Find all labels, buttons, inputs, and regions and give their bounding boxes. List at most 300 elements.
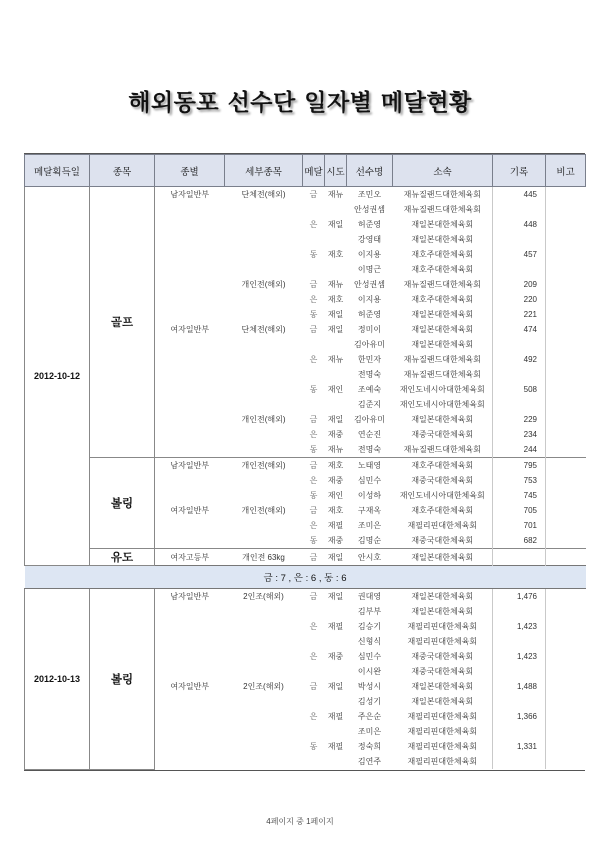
page-title: 해외동포 선수단 일자별 메달현황 [128,90,472,116]
event-cell: 단체전(해외) [225,187,303,203]
medal-cell: 금 [303,589,325,605]
division-cell [155,754,225,769]
event-cell [225,664,303,679]
athlete-cell: 한민자 [357,355,382,364]
event-cell [225,262,303,277]
record-cell [493,262,546,277]
column-header: 메달획득일 [25,155,90,187]
athlete-cell: 권대영 [347,589,393,605]
record-cell: 1,476 [493,589,546,605]
record-cell: 445 [493,187,546,203]
event-cell: 개인전(해외) [225,458,303,474]
medal-cell: 금 [309,415,318,424]
remarks-cell [546,473,586,488]
record-cell: 1,423 [493,619,546,634]
medal-cell: 금 [303,187,325,203]
sport-name: 유도 [90,549,155,566]
affiliation-cell: 재일본대한체육회 [411,325,474,334]
division-cell [155,232,225,247]
event-cell [225,427,303,442]
athlete-cell: 허준영 [357,220,382,229]
remarks-cell [546,533,586,549]
athlete-cell: 안성권셈 [354,280,385,289]
medal-cell: 동 [309,491,318,500]
remarks-cell [546,679,586,694]
affiliation-cell: 재일본대한체육회 [411,220,474,229]
division-cell: 여자일반부 [170,682,210,691]
affiliation-cell: 재뉴질랜드대한체육회 [393,187,493,203]
record-cell: 209 [493,277,546,292]
division-cell [155,247,225,262]
remarks-cell [546,232,586,247]
record-cell [493,724,546,739]
table-row [25,187,586,203]
medal-cell [303,724,325,739]
affiliation-cell: 재인도네시아대한체육회 [399,400,485,409]
record-cell: 457 [493,247,546,262]
athlete-cell: 안시호 [347,549,393,566]
remarks-cell [546,549,586,566]
region-cell: 재호 [327,250,344,259]
affiliation-cell: 재뉴질랜드대한체육회 [403,445,481,454]
remarks-cell [546,518,586,533]
remarks-cell [546,217,586,232]
column-header: 종별 [155,155,225,187]
record-cell [493,634,546,649]
region-cell [325,754,347,769]
division-cell: 남자일반부 [155,458,225,474]
division-cell [155,604,225,619]
page-number: 4페이지 중 1페이지 [266,817,334,826]
event-cell: 개인전(해외) [241,506,286,515]
medal-cell: 은 [309,295,318,304]
division-cell [155,664,225,679]
division-cell [155,412,225,427]
medal-cell: 동 [309,385,318,394]
athlete-cell: 김연주 [357,757,382,766]
region-cell: 재일 [327,325,344,334]
medal-cell: 은 [309,476,318,485]
division-cell [155,262,225,277]
affiliation-cell: 재필리핀대한체육회 [407,757,478,766]
affiliation-cell: 재필리핀대한체육회 [407,727,478,736]
remarks-cell [546,664,586,679]
affiliation-cell: 재뉴질랜드대한체육회 [403,355,481,364]
division-cell [155,427,225,442]
region-cell: 재중 [327,430,344,439]
affiliation-cell: 재필리핀대한체육회 [407,712,478,721]
region-cell [325,262,347,277]
athlete-cell: 정미이 [357,325,382,334]
division-cell [155,724,225,739]
remarks-cell [546,754,586,769]
event-cell [225,367,303,382]
division-cell: 여자일반부 [170,325,210,334]
region-cell [325,337,347,352]
medal-cell [303,754,325,769]
region-cell: 재호 [327,506,344,515]
column-header: 종목 [90,155,155,187]
event-cell [225,217,303,232]
affiliation-cell: 재인도네시아대한체육회 [399,385,485,394]
event-cell [225,397,303,412]
record-cell: 448 [493,217,546,232]
medal-cell: 동 [309,250,318,259]
division-cell [155,442,225,458]
record-cell: 1,331 [493,739,546,754]
division-cell [155,694,225,709]
remarks-cell [546,352,586,367]
event-cell [225,247,303,262]
medal-cell: 금 [309,506,318,515]
affiliation-cell: 재필리핀대한체육회 [407,521,478,530]
medal-cell [303,664,325,679]
division-cell [155,739,225,754]
record-cell [493,754,546,769]
remarks-cell [546,397,586,412]
athlete-cell: 이성하 [357,491,382,500]
region-cell: 재필 [327,742,344,751]
record-cell [493,397,546,412]
remarks-cell [546,202,586,217]
remarks-cell [546,337,586,352]
remarks-cell [546,382,586,397]
region-cell: 재인 [327,385,344,394]
event-cell [225,442,303,458]
division-cell [155,367,225,382]
medal-cell: 동 [309,742,318,751]
athlete-cell: 심민수 [357,652,382,661]
athlete-cell: 이시완 [357,667,382,676]
event-cell [225,694,303,709]
record-cell: 229 [493,412,546,427]
affiliation-cell: 재중국대한체육회 [411,652,474,661]
medal-date: 2012-10-12 [25,187,90,566]
division-cell [155,709,225,724]
division-cell [155,352,225,367]
remarks-cell [546,442,586,458]
affiliation-cell: 재일본대한체육회 [411,697,474,706]
record-cell: 753 [493,473,546,488]
division-cell: 여자일반부 [170,506,210,515]
division-cell [155,202,225,217]
region-cell: 재중 [327,476,344,485]
division-cell [155,473,225,488]
medal-cell: 금 [309,280,318,289]
athlete-cell: 김아유미 [354,415,385,424]
division-cell [155,533,225,549]
remarks-cell [546,367,586,382]
region-cell [325,634,347,649]
affiliation-cell: 재일본대한체육회 [411,415,474,424]
division-cell [155,634,225,649]
medal-cell [303,694,325,709]
remarks-cell [546,619,586,634]
remarks-cell [546,739,586,754]
affiliation-cell: 재호주대한체육회 [411,295,474,304]
record-cell: 1,423 [493,649,546,664]
record-cell [493,694,546,709]
record-cell: 221 [493,307,546,322]
athlete-cell: 이지용 [357,295,382,304]
record-cell: 1,488 [493,679,546,694]
event-cell [225,724,303,739]
athlete-cell: 구재옥 [357,506,382,515]
region-cell: 재뉴 [325,187,347,203]
division-cell [155,382,225,397]
affiliation-cell: 재뉴질랜드대한체육회 [403,370,481,379]
athlete-cell: 전명숙 [357,370,382,379]
affiliation-cell: 재뉴질랜드대한체육회 [403,280,481,289]
table-row [25,589,586,605]
region-cell: 재필 [327,712,344,721]
region-cell [325,604,347,619]
medal-cell: 금 [303,458,325,474]
remarks-cell [546,277,586,292]
athlete-cell: 정숙희 [357,742,382,751]
remarks-cell [546,307,586,322]
event-cell [225,292,303,307]
record-cell: 682 [493,533,546,549]
table-row [25,458,586,474]
record-cell [493,337,546,352]
remarks-cell [546,709,586,724]
event-cell [225,619,303,634]
record-cell [493,604,546,619]
athlete-cell: 연순진 [357,430,382,439]
remarks-cell [546,262,586,277]
event-cell [225,709,303,724]
sport-name: 골프 [90,187,155,458]
table-row [25,549,586,566]
event-cell: 개인전(해외) [241,280,286,289]
region-cell: 재뉴 [327,280,344,289]
affiliation-cell: 재중국대한체육회 [411,430,474,439]
athlete-cell: 신형식 [357,637,382,646]
region-cell [325,232,347,247]
medal-cell [303,262,325,277]
column-header: 기록 [493,155,546,187]
affiliation-cell: 재호주대한체육회 [411,265,474,274]
region-cell: 재필 [327,521,344,530]
region-cell [325,202,347,217]
affiliation-cell: 재호주대한체육회 [411,506,474,515]
athlete-cell: 안성권셈 [354,205,385,214]
affiliation-cell: 재호주대한체육회 [411,250,474,259]
athlete-cell: 김부부 [357,607,382,616]
event-cell [225,634,303,649]
region-cell: 재뉴 [327,355,344,364]
region-cell [325,694,347,709]
affiliation-cell: 재뉴질랜드대한체육회 [403,205,481,214]
record-cell [493,664,546,679]
medal-table-container [24,153,585,771]
region-cell: 재중 [327,536,344,545]
region-cell [325,664,347,679]
remarks-cell [546,292,586,307]
medal-cell: 금 [303,549,325,566]
division-cell [155,518,225,533]
medal-cell: 은 [309,712,318,721]
athlete-cell: 허준영 [357,310,382,319]
remarks-cell [546,649,586,664]
record-cell: 492 [493,352,546,367]
division-cell: 여자고등부 [155,549,225,566]
record-cell: 234 [493,427,546,442]
medal-cell: 은 [309,355,318,364]
medal-summary: 금 : 7 , 은 : 6 , 동 : 6 [25,566,586,589]
event-cell [225,307,303,322]
record-cell: 795 [493,458,546,474]
affiliation-cell: 재중국대한체육회 [411,536,474,545]
medal-cell: 동 [309,536,318,545]
remarks-cell [546,247,586,262]
affiliation-cell: 재호주대한체육회 [393,458,493,474]
event-cell [225,382,303,397]
medal-date: 2012-10-13 [25,589,90,770]
record-cell: 705 [493,503,546,518]
athlete-cell: 이지용 [357,250,382,259]
medal-cell: 은 [309,622,318,631]
remarks-cell [546,412,586,427]
affiliation-cell: 재필리핀대한체육회 [407,622,478,631]
column-header: 선수명 [347,155,393,187]
athlete-cell: 박성시 [357,682,382,691]
athlete-cell: 김아유미 [354,340,385,349]
event-cell: 2인조(해외) [243,682,284,691]
division-cell [155,277,225,292]
athlete-cell: 심민수 [357,476,382,485]
remarks-cell [546,724,586,739]
event-cell [225,488,303,503]
record-cell [493,367,546,382]
medal-cell: 은 [309,652,318,661]
event-cell [225,533,303,549]
sport-name: 볼링 [90,458,155,549]
remarks-cell [546,503,586,518]
region-cell: 재일 [327,220,344,229]
region-cell: 재인 [327,491,344,500]
event-cell [225,473,303,488]
region-cell [325,724,347,739]
athlete-cell: 김명순 [357,536,382,545]
medal-table [24,154,586,770]
affiliation-cell: 재일본대한체육회 [393,549,493,566]
record-cell: 1,366 [493,709,546,724]
remarks-cell [546,589,586,605]
division-cell [155,619,225,634]
event-cell: 2인조(해외) [225,589,303,605]
affiliation-cell: 재인도네시아대한체육회 [399,491,485,500]
affiliation-cell: 재필리핀대한체육회 [407,637,478,646]
medal-cell [303,337,325,352]
record-cell [493,202,546,217]
medal-cell: 은 [309,220,318,229]
record-cell: 508 [493,382,546,397]
remarks-cell [546,634,586,649]
header-row [25,155,586,187]
summary-row [25,566,586,589]
region-cell: 재일 [325,589,347,605]
medal-cell: 금 [309,325,318,334]
athlete-cell: 조미은 [357,521,382,530]
medal-cell [303,232,325,247]
column-header: 소속 [393,155,493,187]
athlete-cell: 노태영 [347,458,393,474]
record-cell: 701 [493,518,546,533]
division-cell [155,649,225,664]
remarks-cell [546,427,586,442]
medal-cell [303,634,325,649]
event-cell [225,739,303,754]
region-cell: 재일 [327,310,344,319]
affiliation-cell: 재일본대한체육회 [411,340,474,349]
medal-cell: 은 [309,521,318,530]
affiliation-cell: 재일본대한체육회 [411,235,474,244]
column-header: 비고 [546,155,586,187]
column-header: 메달 [303,155,325,187]
sport-name: 볼링 [90,589,155,770]
event-cell [225,202,303,217]
affiliation-cell: 재일본대한체육회 [411,607,474,616]
division-cell [155,292,225,307]
remarks-cell [546,458,586,474]
athlete-cell: 조예숙 [357,385,382,394]
event-cell [225,649,303,664]
region-cell [325,397,347,412]
region-cell: 재중 [327,652,344,661]
region-cell: 재일 [327,415,344,424]
medal-cell [303,604,325,619]
event-cell: 단체전(해외) [241,325,286,334]
medal-cell: 금 [309,682,318,691]
athlete-cell: 강영태 [357,235,382,244]
athlete-cell: 전명숙 [357,445,382,454]
affiliation-cell: 재중국대한체육회 [411,476,474,485]
division-cell [155,488,225,503]
region-cell: 재호 [325,458,347,474]
remarks-cell [546,694,586,709]
remarks-cell [546,604,586,619]
event-cell [225,518,303,533]
affiliation-cell: 재일본대한체육회 [411,682,474,691]
region-cell: 재일 [325,549,347,566]
remarks-cell [546,488,586,503]
athlete-cell: 조민오 [347,187,393,203]
event-cell: 개인전(해외) [241,415,286,424]
region-cell: 재호 [327,295,344,304]
column-header: 세부종목 [225,155,303,187]
athlete-cell: 이명근 [357,265,382,274]
event-cell [225,352,303,367]
record-cell [493,232,546,247]
record-cell [493,549,546,566]
event-cell [225,337,303,352]
record-cell: 474 [493,322,546,337]
region-cell: 재뉴 [327,445,344,454]
athlete-cell: 김승기 [357,622,382,631]
division-cell [155,307,225,322]
event-cell: 개인전 63kg [225,549,303,566]
division-cell [155,397,225,412]
division-cell: 남자일반부 [155,187,225,203]
athlete-cell: 김성기 [357,697,382,706]
affiliation-cell: 재필리핀대한체육회 [407,742,478,751]
remarks-cell [546,187,586,203]
medal-cell: 은 [309,430,318,439]
event-cell [225,232,303,247]
region-cell: 재일 [327,682,344,691]
